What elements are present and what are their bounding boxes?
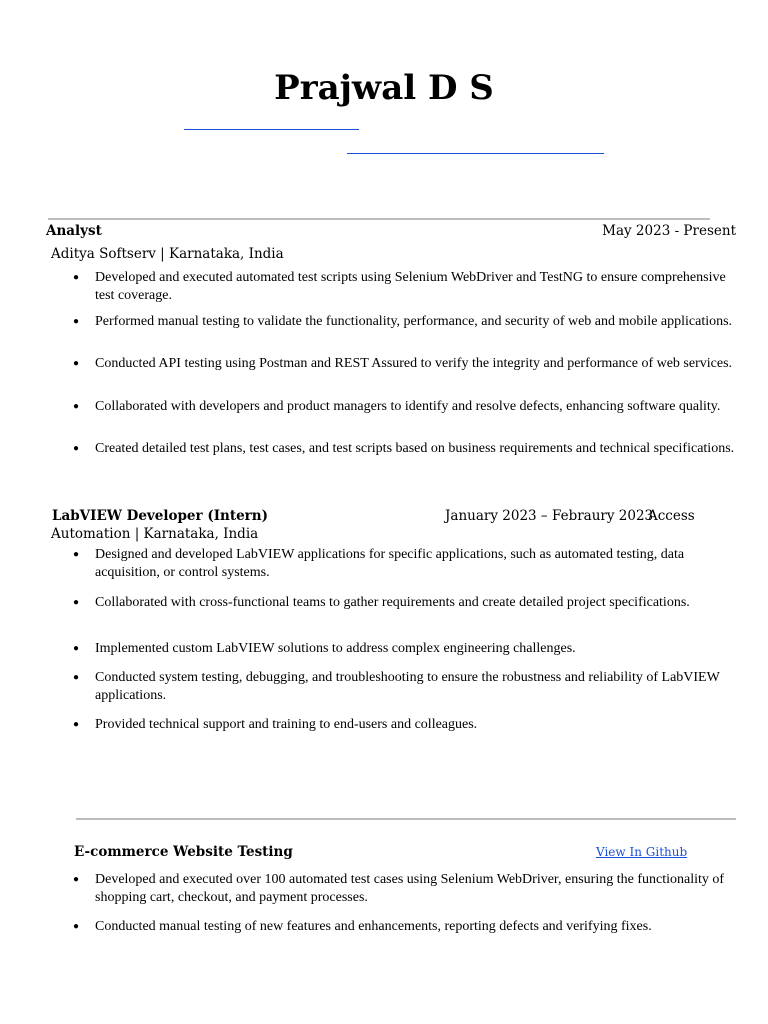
section-divider xyxy=(48,218,710,220)
list-item: ● Performed manual testing to validate the functionality, performance, and security of web and mobile applications. xyxy=(95,313,740,331)
company-location: Aditya Softserv | Karnataka, India xyxy=(51,246,284,262)
project-title: E-commerce Website Testing xyxy=(74,844,293,860)
job-title: LabVIEW Developer (Intern) xyxy=(52,508,268,524)
company-location: Automation | Karnataka, India xyxy=(51,526,259,542)
list-item: ● Collaborated with cross-functional teams to gather requirements and create detailed project specifications. xyxy=(95,594,740,612)
candidate-name: Prajwal D S xyxy=(274,68,494,108)
list-item: ● Created detailed test plans, test cases, and test scripts based on business requirements and technical specifications. xyxy=(95,440,740,458)
github-link[interactable]: View In Github xyxy=(596,845,688,859)
section-divider xyxy=(76,818,736,820)
job-title: Analyst xyxy=(46,223,102,239)
profile-link-underline[interactable] xyxy=(347,153,604,154)
list-item: ● Designed and developed LabVIEW applications for specific applications, such as automated testing, data acquisition, or control systems. xyxy=(95,546,740,582)
list-item: ● Developed and executed automated test scripts using Selenium WebDriver and TestNG to ensure comprehensive test coverage. xyxy=(95,269,740,305)
list-item: ● Conducted system testing, debugging, and troubleshooting to ensure the robustness and reliability of LabVIEW applications. xyxy=(95,669,740,705)
list-item: ● Implemented custom LabVIEW solutions to address complex engineering challenges. xyxy=(95,640,740,658)
list-item: ● Conducted manual testing of new features and enhancements, reporting defects and verifying fixes. xyxy=(95,918,740,936)
company-name-part: Access xyxy=(648,508,695,524)
contact-link-underline[interactable] xyxy=(184,129,359,130)
job-dates: May 2023 - Present xyxy=(602,223,736,239)
list-item: ● Provided technical support and training to end-users and colleagues. xyxy=(95,716,740,734)
job-dates: January 2023 – Febraury 2023 xyxy=(445,508,654,524)
list-item: ● Collaborated with developers and product managers to identify and resolve defects, enhancing software quality. xyxy=(95,398,740,416)
list-item: ● Conducted API testing using Postman and REST Assured to verify the integrity and performance of web services. xyxy=(95,355,740,373)
list-item: ● Developed and executed over 100 automated test cases using Selenium WebDriver, ensuring the functionality of shopping cart, checkout, and payment processes. xyxy=(95,871,740,907)
